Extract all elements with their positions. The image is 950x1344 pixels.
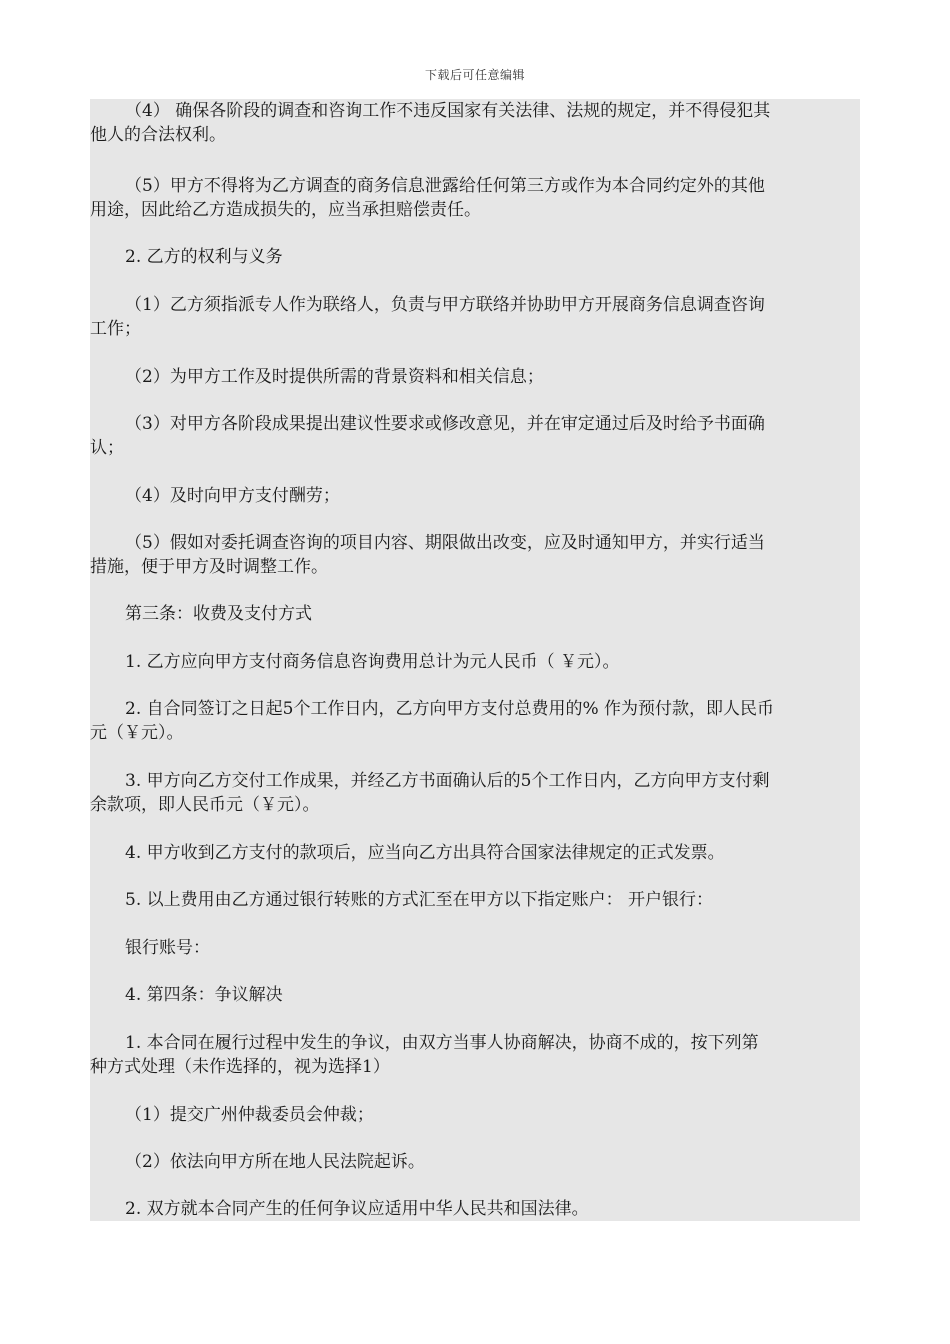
- paragraph-line: 种方式处理（未作选择的，视为选择1）: [90, 1057, 390, 1077]
- paragraph-line: 用途，因此给乙方造成损失的，应当承担赔偿责任。: [90, 200, 481, 220]
- document-body: [90, 99, 860, 1221]
- paragraph-line: 3. 甲方向乙方交付工作成果，并经乙方书面确认后的5个工作日内，乙方向甲方支付剩: [125, 771, 770, 791]
- paragraph-line: （4）及时向甲方支付酬劳；: [125, 486, 340, 506]
- paragraph-line: （2）为甲方工作及时提供所需的背景资料和相关信息；: [125, 367, 544, 387]
- paragraph-line: 2. 自合同签订之日起5个工作日内，乙方向甲方支付总费用的% 作为预付款，即人民币: [125, 699, 774, 719]
- paragraph-2-2-materials: [90, 365, 860, 389]
- section-heading-party-b-rights: [90, 245, 860, 269]
- paragraph-3-3-balance: [90, 769, 860, 817]
- paragraph-line: 工作；: [90, 319, 141, 339]
- paragraph-4-2-governing-law: [90, 1197, 860, 1221]
- paragraph-4-1-dispute: [90, 1031, 860, 1079]
- paragraph-line: 1. 本合同在履行过程中发生的争议，由双方当事人协商解决，协商不成的，按下列第: [125, 1033, 759, 1053]
- paragraph-line: 2. 双方就本合同产生的任何争议应适用中华人民共和国法律。: [125, 1199, 589, 1219]
- paragraph-line: （3）对甲方各阶段成果提出建议性要求或修改意见，并在审定通过后及时给予书面确: [125, 414, 765, 434]
- paragraph-3-2-prepayment: [90, 697, 860, 745]
- paragraph-line: （2）依法向甲方所在地人民法院起诉。: [125, 1152, 425, 1172]
- paragraph-line: 银行账号：: [125, 938, 210, 958]
- paragraph-1-5-confidentiality: [90, 174, 860, 222]
- paragraph-4-1-1-arbitration: [90, 1103, 860, 1127]
- paragraph-line: 认；: [90, 438, 124, 458]
- paragraph-line: 他人的合法权利。: [90, 125, 226, 145]
- paragraph-line: （4） 确保各阶段的调查和咨询工作不违反国家有关法律、法规的规定，并不得侵犯其: [125, 101, 771, 121]
- paragraph-line: （1）乙方须指派专人作为联络人，负责与甲方联络并协助甲方开展商务信息调查咨询: [125, 295, 765, 315]
- paragraph-2-1-liaison: [90, 293, 860, 341]
- paragraph-3-5-bank-transfer: [90, 888, 860, 912]
- paragraph-line: 4. 第四条：争议解决: [125, 985, 283, 1005]
- paragraph-line: 余款项，即人民币元（￥元）。: [90, 795, 320, 815]
- paragraph-line: 措施，便于甲方及时调整工作。: [90, 557, 328, 577]
- paragraph-line: 4. 甲方收到乙方支付的款项后，应当向乙方出具符合国家法律规定的正式发票。: [125, 843, 725, 863]
- article-4-heading: [90, 983, 860, 1007]
- page-header: 下载后可任意编辑: [424, 68, 525, 82]
- paragraph-line: 第三条：收费及支付方式: [125, 604, 312, 624]
- paragraph-line: 元（￥元）。: [90, 723, 184, 743]
- paragraph-2-4-payment: [90, 484, 860, 508]
- paragraph-line: （5）甲方不得将为乙方调查的商务信息泄露给任何第三方或作为本合同约定外的其他: [125, 176, 765, 196]
- paragraph-4-1-2-litigation: [90, 1150, 860, 1174]
- paragraph-line: （1）提交广州仲裁委员会仲裁；: [125, 1105, 374, 1125]
- paragraph-line: 5. 以上费用由乙方通过银行转账的方式汇至在甲方以下指定账户： 开户银行：: [125, 890, 714, 910]
- paragraph-1-4-compliance: [90, 99, 860, 147]
- paragraph-3-1-total-fee: [90, 650, 860, 674]
- paragraph-line: 1. 乙方应向甲方支付商务信息咨询费用总计为元人民币（ ￥元）。: [125, 652, 620, 672]
- article-3-heading: [90, 602, 860, 626]
- paragraph-2-3-feedback: [90, 412, 860, 460]
- paragraph-line: 2. 乙方的权利与义务: [125, 247, 283, 267]
- paragraph-line: （5）假如对委托调查咨询的项目内容、期限做出改变，应及时通知甲方，并实行适当: [125, 533, 765, 553]
- paragraph-2-5-changes: [90, 531, 860, 579]
- paragraph-bank-account: [90, 936, 860, 960]
- paragraph-3-4-invoice: [90, 841, 860, 865]
